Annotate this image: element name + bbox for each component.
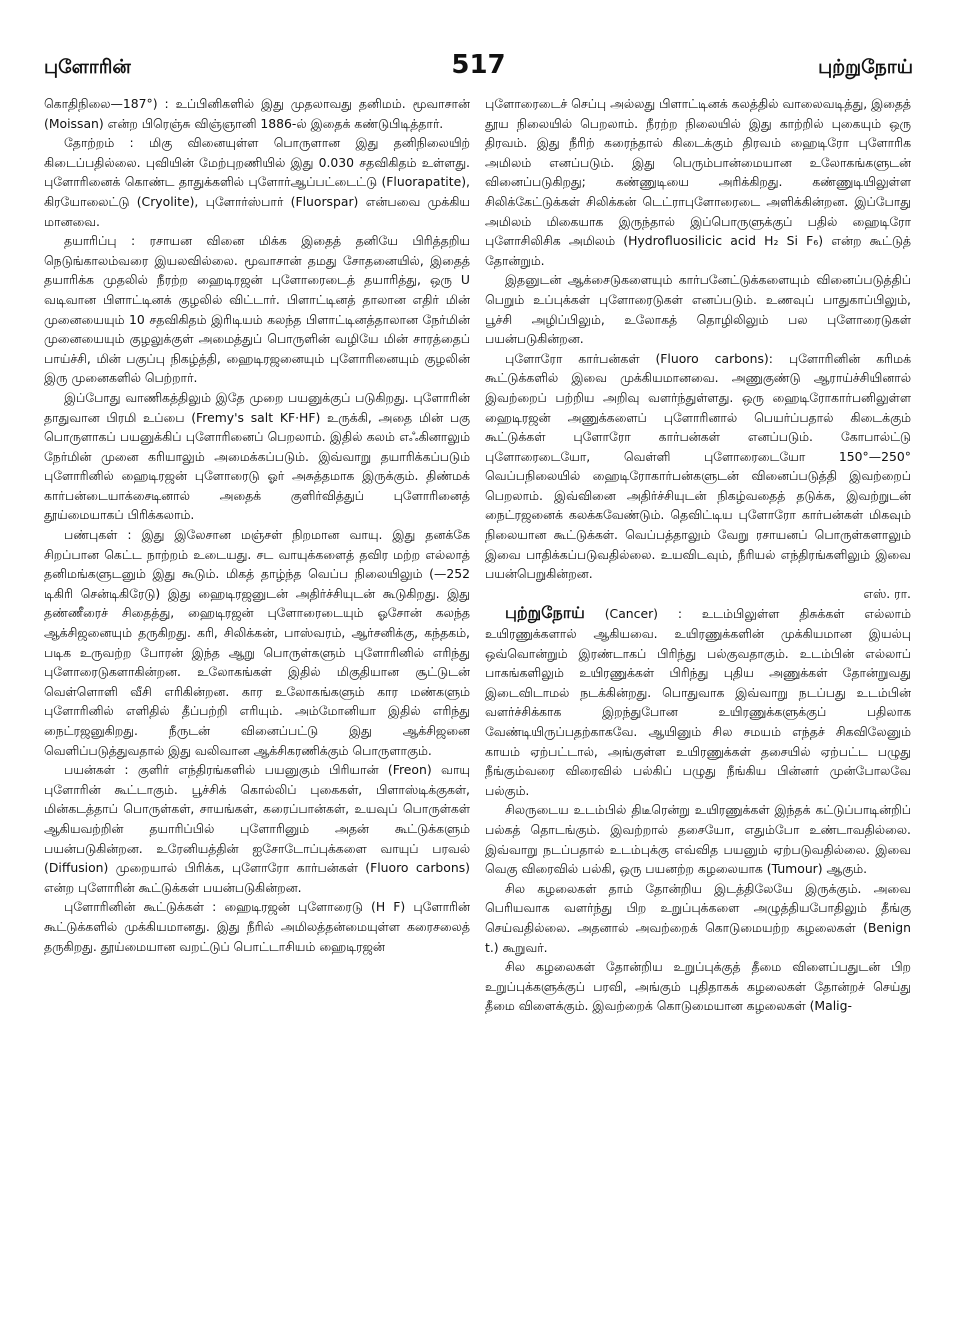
paragraph: புளோரைடைச் செப்பு அல்லது பிளாட்டினக் கலத்தில் வாலைவடித்து, இதைத் தூய நிலையில் பெறலாம். நீரற்ற நிலையில் இது காற்றில் புகையும் ஒரு திரவம். இது நீரிற் கரைந்தால் கிடைக்கும் திரவம் ஹைடிரோ புளோரிக அமிலம் எனப்படும். இது பெரும்பான்மையான உலோகங்களுடன் வினைப்படுகிறது; கண்ணுடியை அரிக்கிறது. கண்ணுடியிலுள்ள சிலிக்கேட்டுக்கள் சிலிக்கன் டெட்ராபுளோரைடை அளிக்கின்றன. இப்போது அமிலம் மிகையாக இருந்தால் இப்பொருளுக்குப் பதில் ஹைடிரோ புளோசிலிசிக அமிலம் (Hydrofluosilicic acid H₂ Si F₆) என்ற கூட்டுத் தோன்றும். (485, 96, 911, 268)
running-head-right: புற்றுநோய் (818, 56, 913, 78)
paragraph: சில கழலைகள் தாம் தோன்றிய இடத்திலேயே இருக்கும். அவை பெரியவாக வளர்ந்து பிற உறுப்புக்களை அழுத்தியபோதிலும் தீங்கு செய்வதில்லை. அதனால் அவற்றைக் கொடுமையற்ற கழலைகள் (Benign t.) கூறுவர். (485, 880, 911, 955)
paragraph: சில கழலைகள் தோன்றிய உறுப்புக்குத் தீமை விளைப்பதுடன் பிற உறுப்புக்களுக்குப் பரவி, அங்கும் புதிதாகக் கழலைகள் தோன்றச் செய்து தீமை விளைக்கும். இவற்றைக் கொடுமையான கழலைகள் (Malig- (485, 959, 911, 1014)
right-column (485, 94, 911, 1294)
running-head-left: புளோரின் (44, 56, 131, 78)
paragraph: பயன்கள் : குளிர் எந்திரங்களில் பயனுகும் பிரியான் (Freon) வாயு புளோரின் கூட்டாகும். பூச்சிக் கொல்லிப் புகைகள், பிளாஸ்டிக்குகள், மின்கடத்தாப் பொருள்கள், சாயங்கள், கரைப்பான்கள், உயவுப் பொருள்கள் ஆகியவற்றின் தயாரிப்பில் புளோரினும் அதன் கூட்டுக்களும் பயன்படுகின்றன. உரேனியத்தின் ஐசோடோப்புக்களை வாயுப் பரவல் (Diffusion) முறையால் பிரிக்க, புளோரோ கார்பன்கள் (Fluoro carbons) என்ற புளோரின் கூட்டுக்கள் பயன்படுகின்றன. (44, 762, 470, 895)
left-column (44, 94, 470, 1294)
paragraph: புளோரோ கார்பன்கள் (Fluoro carbons): புளோரினின் கரிமக் கூட்டுக்களில் இவை முக்கியமானவை. அணுகுண்டு ஆராய்ச்சியினால் இவற்றைப் பற்றிய அறிவு வளர்ந்துள்ளது. ஒரு ஹைடிரோகார்பனிலுள்ள ஹைடிரஜன் அணுக்களைப் புளோரினால் பெயர்ப்பதால் கிடைக்கும் கூட்டுக்கள் புளோரோ கார்பன்கள் எனப்படும். கோபால்ட்டு புளோரைடையோ, வெள்ளி புளோரைடையோ 150°—250° வெப்பநிலையில் ஹைடிரோகார்பன்களுடன் வினைப்படுத்தி இவற்றைப் பெறலாம். இவ்வினை அதிர்ச்சியுடன் நிகழ்வதைத் தடுக்க, இவற்றுடன் நைட்ரஜனைக் கலக்கவேண்டும். தெவிட்டிய புளோரோ கார்பன்கள் மிகவும் நிலையான கூட்டுக்கள். வெப்பத்தாலும் வேறு ரசாயனப் பொருள்களாலும் இவை பாதிக்கப்படுவதில்லை. உயவிடவும், நீரியல் எந்திரங்களிலும் இவை பயன்பெறுகின்றன. (485, 350, 911, 582)
paragraph: சிலருடைய உடம்பில் திடீரென்று உயிரணுக்கள் இந்தக் கட்டுப்பாடின்றிப் பல்கத் தொடங்கும். இவற்றால் தசையோ, எதும்போ உண்டாவதில்லை. இவ்வாறு நடப்பதால் உடம்புக்கு எவ்வித பயனும் ஏற்படுவதில்லை. இவை வெகு விரைவில் பல்கி, ஒரு பயனற்ற கழலையாக (Tumour) ஆகும். (485, 802, 911, 877)
paragraph: கொதிநிலை—187°) : உப்பினிகளில் இது முதலாவது தனிமம். மூவாசான் (Moissan) என்ற பிரெஞ்சு விஞ்ஞானி 1886-ல் இதைக் கண்டுபிடித்தார். (44, 96, 470, 131)
paragraph: தயாரிப்பு : ரசாயன வினை மிக்க இதைத் தனியே பிரித்தறிய நெடுங்காலம்வரை இயலவில்லை. மூவாசான் தமது சோதனையில், இதைத் தயாரிக்க முதலில் நீரற்ற ஹைடிரஜன் புளோரைடைத் தயாரித்து, ஒரு U வடிவான பிளாட்டினக் குழலில் விட்டார். பிளாட்டினத் தாலான எதிர் மின் முனையையும் 10 சதவிகிதம் இரிடியம் கலந்த பிளாட்டினத்தாலான நேர்மின் முனையையும் குழலுக்குள் அமைத்துப் பொருளின் வழியே மின் சாரத்தைப் பாய்ச்சி, மின் பகுப்பு நிகழ்த்தி, ஹைடிரஜனையும் புளோரினையும் குழலின் இரு முனைகளில் பெற்றார். (44, 233, 470, 386)
entry-heading: புற்றுநோய் (505, 603, 585, 623)
paragraph: தோற்றம் : மிகு வினையுள்ள பொருளான இது தனிநிலையிற் கிடைப்பதில்லை. புவியின் மேற்புறணியில் இது 0.030 சதவிகிதம் உள்ளது. புளோரினைக் கொண்ட தாதுக்களில் புளோர்ஆப்பட்டைட்டு (Fluorapatite), கிரயோலைட்டு (Cryolite), புளோர்ஸ்பார் (Fluorspar) என்பவை முக்கிய மானவை. (44, 135, 470, 229)
paragraph: புளோரினின் கூட்டுக்கள் : ஹைடிரஜன் புளோரைடு (H F) புளோரின் கூட்டுக்களில் முக்கியமானது. இது நீரில் அமிலத்தன்மையுள்ள கரைசலைத் தருகிறது. தூய்மையான வறட்டுப் பொட்டாசியம் ஹைடிரஜன் (44, 899, 470, 954)
page-header (44, 50, 913, 90)
entry-paragraph-cancer (485, 603, 911, 800)
entry-text: (Cancer) : உடம்பிலுள்ள திசுக்கள் எல்லாம் உயிரணுக்களால் ஆகியவை. உயிரணுக்களின் முக்கியமான இயல்பு ஒவ்வொன்றும் இரண்டாகப் பிரிந்து பல்குவதாகும். உடம்பின் எல்லாப் பாகங்களிலும் உயிரணுக்கள் பிரிந்து புதிய அணுக்கள் தோன்றுவது இடைவிடாமல் நடக்கின்றது. பொதுவாக இவ்வாறு நடப்பது உடம்பின் வளர்ச்சிக்காக இறந்துபோன உயிரணுக்களுக்குப் பதிலாக வேண்டியிருப்பதற்காகவே. ஆயினும் சில சமயம் எந்தச் சிகவிலேனும் காயம் ஏற்பட்டால், அங்குள்ள உயிரணுக்கள் தசையில் ஏற்பட்ட பழுது நீங்கும்வரை விரைவில் பல்கிப் பழுது நீங்கிய பின்னர் முன்போலவே பல்கும். (485, 606, 911, 798)
paragraph: பண்புகள் : இது இலேசான மஞ்சள் நிறமான வாயு. இது தனக்கே சிறப்பான கெட்ட நாற்றம் உடையது. சட வாயுக்களைத் தவிர மற்ற எல்லாத் தனிமங்களுடனும் இது கூடும். மிகத் தாழ்ந்த வெப்ப நிலையிலும் (—252 டிகிரி சென்டிகிரேடு) இது ஹைடிரஜனுடன் அதிர்ச்சியுடன் கூடுகிறது. இது தண்ணீரைச் சிதைத்து, ஹைடிரஜன் புளோரைடையும் ஓசோன் கலந்த ஆக்சிஜனையும் தருகிறது. கரி, சிலிக்கன், பாஸ்வரம், ஆர்சனிக்கு, கந்தகம், படிக உருவற்ற போரன் இந்த ஆறு பொருள்களும் புளோரினில் எரிந்து புளோரைடுகளாகின்றன. உலோகங்கள் இதில் மிகுதியான சூட்டுடன் வெள்ளொளி வீசி எரிகின்றன. கார உலோகங்களும் கார மண்களும் புளோரினில் எளிதில் தீப்பற்றி எரியும். அம்மோனியா இதில் எரிந்து நைட்ரஜனுகிறது. நீருடன் வினைப்பட்டு இது ஆக்சிஜனை வெளிப்படுத்துவதால் இது வலிவான ஆக்சிகரணிக்கும் பொருளாகும். (44, 527, 470, 758)
paragraph: இப்போது வாணிகத்திலும் இதே முறை பயனுக்குப் படுகிறது. புளோரின் தாதுவான பிரமி உப்பை (Fremy's salt KF·HF) உருக்கி, அதை மின் பகு பொருளாகப் பயனுக்கிப் புளோரினைப் பெறலாம். இதில் கலம் எஃகினாலும் நேர்மின் முனை கரியாலும் அமைக்கப்படும். இவ்வாறு தயாரிக்கப்படும் புளோரினில் ஹைடிரஜன் புளோரைடு ஓர் அசுத்தமாக இருக்கும். திண்மக் கார்பன்டையாக்சைடினால் அதைக் குளிர்வித்துப் புளோரினைத் தூய்மையாகப் பிரிக்கலாம். (44, 389, 470, 523)
paragraph: இதனுடன் ஆக்சைடுகளையும் கார்பனேட்டுக்களையும் வினைப்படுத்திப் பெறும் உப்புக்கள் புளோரைடுகள் எனப்படும். உணவுப் பாதுகாப்பிலும், பூச்சி அழிப்பிலும், உலோகத் தொழிலிலும் பல புளோரைடுகள் பயன்படுகின்றன. (485, 272, 911, 347)
page-number: 517 (451, 50, 506, 80)
author-signature: எஸ். ரா. (863, 585, 911, 601)
